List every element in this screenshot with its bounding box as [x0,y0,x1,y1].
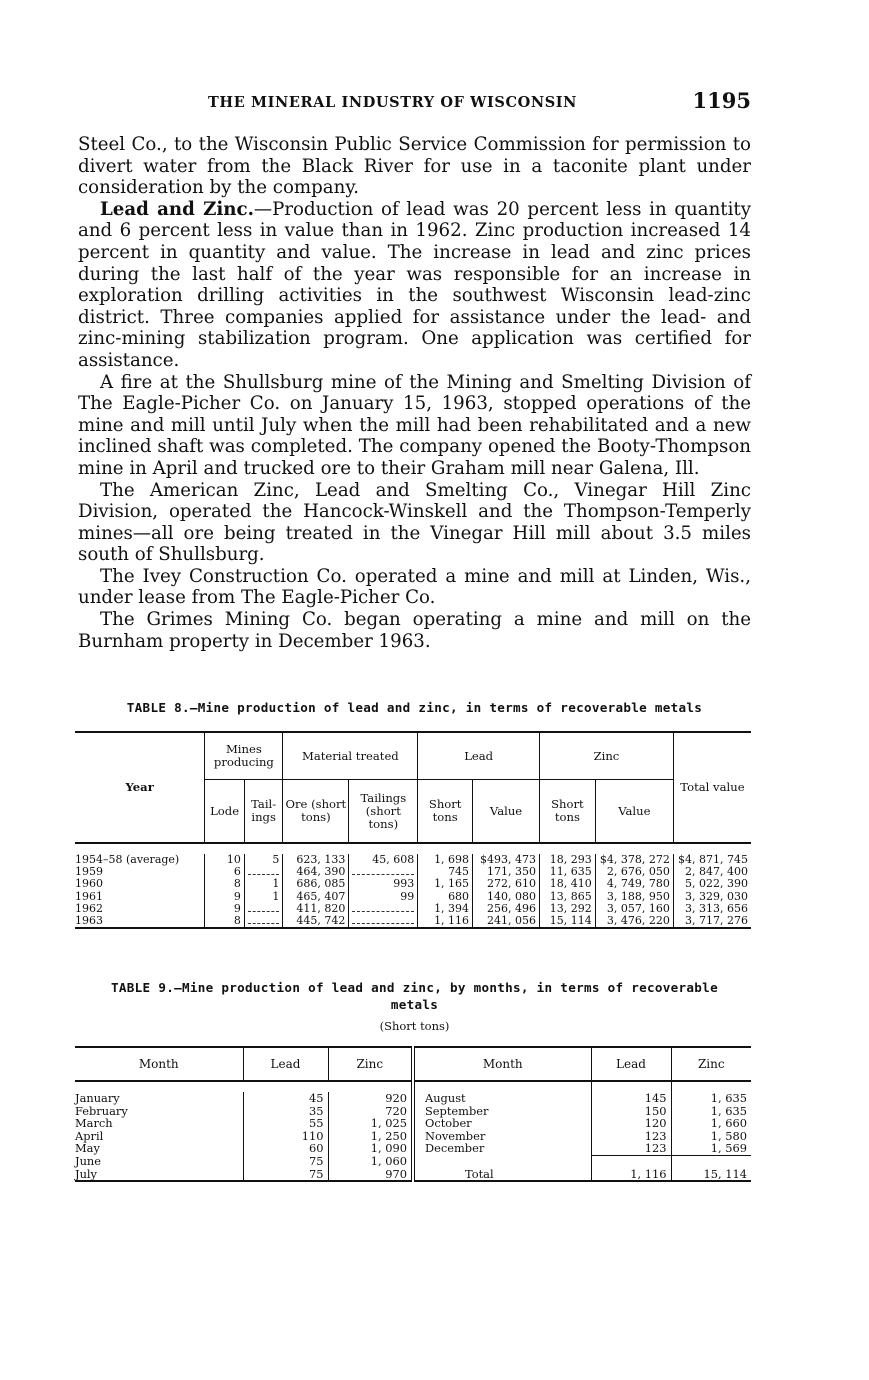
lead-value-cell: $493, 473 [473,854,540,866]
section-run-head: Lead and Zinc. [100,198,254,220]
table8-header-ore: Ore (short tons) [283,780,349,844]
running-header [78,88,751,118]
year-cell: 1962 [75,901,103,915]
lead-tons-cell: 680 [418,891,473,903]
zinc-tons-cell: 18, 410 [540,878,596,890]
table8-header-lead-value: Value [473,780,540,844]
lead-value-cell: 140, 080 [473,891,540,903]
paragraph-2-text: —Production of lead was 20 percent less in quantity and 6 percent less in value than in 1962. Zinc production increased 14 percent in quantity and value. The increase in lead and zinc prices during the last half of the year was responsible for an increase in exploration drilling activities in the southwest Wisconsin lead-zinc district. Three companies applied for assistance under the lead- and zinc-mining stabilization program. One application was certified for assistance. [78,198,751,371]
lode-cell: 10 [205,854,245,866]
lead-cell: 120 [591,1117,671,1130]
month-cell: May [75,1141,100,1156]
lead-value-cell: 241, 056 [473,915,540,928]
month-cell [413,1155,591,1168]
total-label-cell: Total [413,1168,591,1182]
table9-header-zinc-left: Zinc [328,1047,413,1081]
lode-cell: 9 [205,903,245,915]
table8-caption: TABLE 8.—Mine production of lead and zinc, in terms of recoverable metals [126,700,703,715]
table8-header-lead: Lead [418,732,540,780]
lead-cell: 35 [243,1105,328,1118]
zinc-cell: 1, 250 [328,1130,413,1143]
zinc-cell: 720 [328,1105,413,1118]
table9-header-lead-left: Lead [243,1047,328,1081]
paragraph-5: The Ivey Construction Co. operated a mine and mill at Linden, Wis., under lease from The Eagle-Picher Co. [78,565,751,609]
lode-cell: 8 [205,878,245,890]
total-value-cell: 2, 847, 400 [673,866,751,878]
lead-cell: 60 [243,1142,328,1155]
month-cell: November [413,1130,591,1143]
ore-cell: 464, 390 [283,866,349,878]
ore-cell: 445, 742 [283,915,349,928]
zinc-cell: 1, 660 [671,1117,751,1130]
table9-header-zinc-right: Zinc [671,1047,751,1081]
month-cell: August [413,1092,591,1105]
tailings-count-cell: 5 [244,854,283,866]
table8-header-material-treated: Material treated [283,732,418,780]
zinc-value-cell: $4, 378, 272 [595,854,673,866]
paragraph-1: Steel Co., to the Wisconsin Public Service Commission for permission to divert water from the Black River for use in a taconite plant under consideration by the company. [78,134,751,199]
lead-cell [591,1155,671,1168]
zinc-cell: 1, 635 [671,1105,751,1118]
zinc-cell: 920 [328,1092,413,1105]
year-cell: 1960 [75,877,103,891]
zinc-value-cell: 3, 188, 950 [595,891,673,903]
zinc-cell: 970 [328,1168,413,1182]
paragraph-2 [78,199,751,372]
table8-header-zinc-short-tons: Short tons [540,780,596,844]
table8-header-lode: Lode [205,780,245,844]
lead-value-cell: 272, 610 [473,878,540,890]
lead-value-cell: 256, 496 [473,903,540,915]
month-cell: March [75,1116,113,1130]
lead-total-cell: 1, 116 [591,1168,671,1182]
zinc-value-cell: 4, 749, 780 [595,878,673,890]
zinc-cell: 1, 060 [328,1155,413,1168]
lode-cell: 9 [205,891,245,903]
table-row [75,1168,751,1182]
table8-header-lead-short-tons: Short tons [418,780,473,844]
lode-cell: 6 [205,866,245,878]
month-cell: January [75,1091,120,1105]
total-value-cell: 3, 329, 030 [673,891,751,903]
ore-cell: 686, 085 [283,878,349,890]
zinc-cell: 1, 635 [671,1092,751,1105]
tailings-count-cell: 1 [244,891,283,903]
lead-cell: 150 [591,1105,671,1118]
year-cell: 1961 [75,889,103,903]
lead-tons-cell: 1, 165 [418,878,473,890]
zinc-tons-cell: 11, 635 [540,866,596,878]
total-value-cell: 3, 313, 656 [673,903,751,915]
zinc-cell: 1, 580 [671,1130,751,1143]
lead-tons-cell: 1, 698 [418,854,473,866]
zinc-value-cell: 3, 057, 160 [595,903,673,915]
table9-header-month-left: Month [75,1047,243,1081]
table9-unit: (Short tons) [379,1019,450,1033]
zinc-tons-cell: 13, 292 [540,903,596,915]
table-row [75,1142,751,1155]
month-cell: October [413,1117,591,1130]
paragraph-6: The Grimes Mining Co. began operating a mine and mill on the Burnham property in December 1963. [78,609,751,652]
lead-tons-cell: 1, 116 [418,915,473,928]
lead-cell: 55 [243,1117,328,1130]
lead-cell: 75 [243,1155,328,1168]
table9-header-lead-right: Lead [591,1047,671,1081]
zinc-cell: 1, 090 [328,1142,413,1155]
table8-header-zinc: Zinc [540,732,674,780]
year-cell: 1959 [75,865,103,879]
table9-caption-line1: TABLE 9.—Mine production of lead and zinc, by months, in terms of recoverable [111,980,718,995]
leader-dots [349,915,418,928]
total-value-cell: 3, 717, 276 [673,915,751,928]
zinc-tons-cell: 13, 865 [540,891,596,903]
table8-header-mines-producing: Mines producing [205,732,283,780]
month-cell: April [75,1128,104,1143]
lead-cell: 123 [591,1130,671,1143]
table8-header-tailings: Tailings (short tons) [349,780,418,844]
table-row [75,1092,751,1105]
leader-dots [244,915,283,928]
paragraph-4: The American Zinc, Lead and Smelting Co., Vinegar Hill Zinc Division, operated the Hancock-Winskell and the Thompson-Temperly mines—all ore being treated in the Vinegar Hill mill about 3.5 miles south of Shullsburg. [78,479,751,566]
table9-header-month-right: Month [413,1047,591,1081]
zinc-cell: 1, 569 [671,1142,751,1155]
table9 [75,1046,751,1182]
table8-header-tailings-count: Tail-ings [244,780,283,844]
month-cell: February [75,1103,128,1118]
running-title: THE MINERAL INDUSTRY OF WISCONSIN [208,94,578,111]
table-row [75,878,751,890]
lode-cell: 8 [205,915,245,928]
table-row [75,1155,751,1168]
lead-tons-cell: 1, 394 [418,903,473,915]
total-value-cell: 5, 022, 390 [673,878,751,890]
zinc-value-cell: 2, 676, 050 [595,866,673,878]
lead-cell: 45 [243,1092,328,1105]
lead-cell: 110 [243,1130,328,1143]
table8-header-year: Year [75,732,205,843]
month-cell: July [75,1168,243,1182]
month-cell: September [413,1105,591,1118]
lead-cell: 145 [591,1092,671,1105]
leader-dots [349,903,418,915]
tailings-cell: 45, 608 [349,854,418,866]
table-row [75,1117,751,1130]
zinc-tons-cell: 18, 293 [540,854,596,866]
zinc-tons-cell: 15, 114 [540,915,596,928]
ore-cell: 465, 407 [283,891,349,903]
year-cell: 1954–58 (average) [75,853,180,866]
ore-cell: 411, 820 [283,903,349,915]
paragraph-3: A fire at the Shullsburg mine of the Mining and Smelting Division of The Eagle-Picher Co. on January 15, 1963, stopped operations of the mine and mill until July when the mill had been rehabilitated and a new inclined shaft was completed. The company opened the Booty-Thompson mine in April and trucked ore to their Graham mill near Galena, Ill. [78,371,751,479]
table8-header-zinc-value: Value [595,780,673,844]
total-value-cell: $4, 871, 745 [673,854,751,866]
table-row [75,891,751,903]
body-text [78,134,751,652]
table8 [75,731,751,929]
tailings-cell: 993 [349,878,418,890]
tailings-count-cell: 1 [244,878,283,890]
lead-cell: 75 [243,1168,328,1182]
table8-header-total-value: Total value [673,732,751,843]
year-cell: 1963 [75,915,205,928]
ore-cell: 623, 133 [283,854,349,866]
lead-cell: 123 [591,1142,671,1155]
zinc-cell [671,1155,751,1168]
table9-caption-line2: metals [390,997,439,1012]
month-cell: June [75,1154,101,1168]
zinc-value-cell: 3, 476, 220 [595,915,673,928]
leader-dots [244,903,283,915]
page-number: 1195 [692,88,751,113]
lead-value-cell: 171, 350 [473,866,540,878]
month-cell: December [413,1142,591,1155]
tailings-cell: 99 [349,891,418,903]
zinc-total-cell: 15, 114 [671,1168,751,1182]
zinc-cell: 1, 025 [328,1117,413,1130]
lead-tons-cell: 745 [418,866,473,878]
table-row [75,915,751,928]
